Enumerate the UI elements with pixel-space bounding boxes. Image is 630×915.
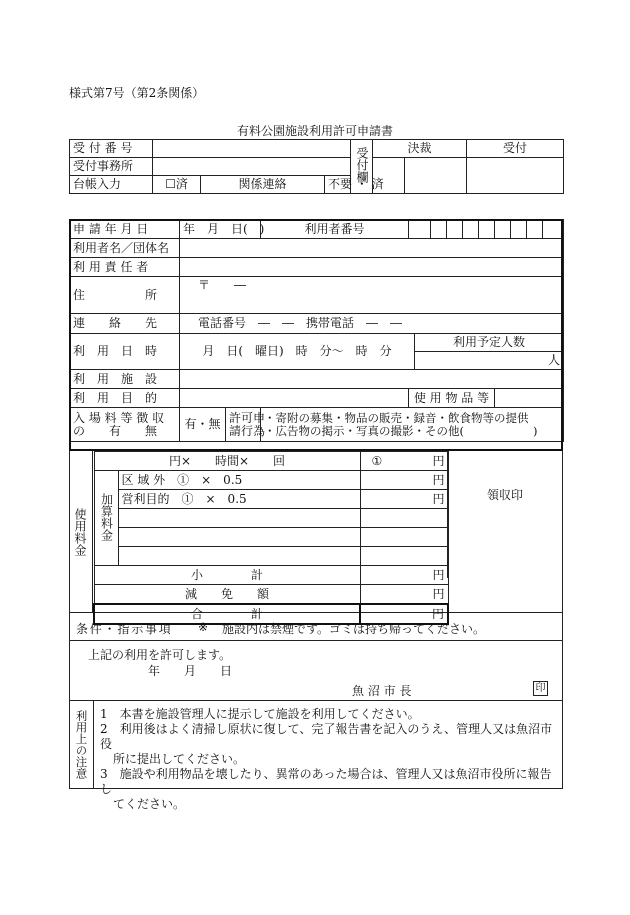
permit-text: 上記の利用を許可します。 — [88, 648, 232, 662]
items-used-label: 使 用 物 品 等 — [409, 389, 495, 408]
subtotal-amount[interactable]: 円 — [360, 566, 448, 585]
note-item: 所に提出してください。 — [113, 752, 246, 766]
address-label: 住 所 — [70, 277, 180, 314]
user-number-digit[interactable] — [463, 220, 479, 239]
facility-field[interactable] — [180, 370, 564, 389]
related-contact-label: 関係連絡 — [201, 176, 325, 194]
note-item: てください。 — [113, 797, 186, 811]
outside-area-amount[interactable]: 円 — [360, 471, 448, 490]
facility-label: 利 用 施 設 — [70, 370, 180, 389]
usage-notes — [69, 701, 563, 811]
user-number-digit[interactable] — [447, 220, 463, 239]
reception-number-label: 受 付 番 号 — [70, 140, 153, 158]
address-field[interactable] — [180, 277, 564, 314]
subtotal-label: 小 計 — [94, 566, 360, 585]
surcharge-label: 加算料金 — [94, 471, 118, 566]
fee-table — [93, 451, 449, 625]
mayor-seal: 印 — [533, 681, 548, 696]
reduction-amount[interactable]: 円 — [360, 585, 448, 605]
reception-label: 受付 — [467, 140, 564, 158]
not-needed-option[interactable]: 不要 ・ 済 — [325, 176, 351, 194]
note-item: 3 施設や利用物品を壊したり、異常のあった場合は、管理人又は魚沼市役所に報告し — [100, 767, 552, 796]
surcharge-blank-amount[interactable] — [360, 509, 448, 528]
expected-people-field[interactable] — [415, 352, 564, 370]
conditions-mark: ※ — [198, 620, 209, 634]
fee-vertical-label: 使用料金 — [69, 451, 93, 613]
surcharge-blank-row[interactable] — [118, 528, 360, 547]
user-name-label: 利用者名／団体名 — [70, 239, 180, 258]
note-item: 2 利用後はよく清掃し原状に復して、完了報告書を記入のうえ、管理人又は魚沼市役 — [100, 722, 553, 751]
surcharge-blank-amount[interactable] — [360, 528, 448, 547]
user-number-label: 利用者番号 — [261, 220, 409, 239]
permit-section — [69, 641, 563, 701]
responsible-label: 利 用 責 任 者 — [70, 258, 180, 277]
reception-table — [69, 139, 564, 194]
reception-column-label: 受付欄 — [351, 140, 373, 194]
base-fee-row[interactable]: 円× 時間× 回 — [94, 452, 360, 471]
use-datetime-field[interactable]: 月 日( 曜日) 時 分～ 時 分 — [180, 334, 415, 370]
expected-people-label: 利用予定人数 — [415, 334, 564, 352]
application-table — [69, 219, 564, 442]
permit-date[interactable]: 年 月 日 — [148, 664, 233, 678]
mayor-title: 魚 沼 市 長 — [352, 684, 412, 698]
notes-list — [100, 707, 562, 812]
responsible-field[interactable] — [180, 258, 564, 277]
reception-number-field[interactable] — [153, 140, 351, 158]
conditions-label: 条件・指示事項 — [76, 622, 173, 636]
form-number: 様式第7号（第2条関係） — [69, 86, 205, 100]
surcharge-blank-row[interactable] — [118, 509, 360, 528]
purpose-label: 利 用 目 的 — [70, 389, 180, 408]
outside-area-row[interactable]: 区 域 外 ① × 0.5 — [118, 471, 360, 490]
user-number-digit[interactable] — [527, 220, 543, 239]
receipt-seal-label: 領収印 — [486, 488, 523, 502]
people-unit: 人 — [547, 353, 560, 367]
base-fee-amount[interactable]: ① 円 — [360, 452, 448, 471]
use-datetime-label: 利 用 日 時 — [70, 334, 180, 370]
postal-code: 〒 ― — [198, 278, 247, 292]
conditions-text: 施設内は禁煙です。ゴミは持ち帰ってください。 — [222, 622, 486, 636]
reception-stamp-cell[interactable] — [467, 158, 564, 194]
items-used-field[interactable] — [495, 389, 564, 408]
user-number-digit[interactable] — [409, 220, 431, 239]
total-amount[interactable]: 円 — [360, 604, 448, 624]
admission-yes-no[interactable]: 有・無 — [180, 408, 226, 442]
surcharge-blank-row[interactable] — [118, 547, 360, 566]
purpose-field[interactable] — [180, 389, 409, 408]
contact-label: 連 絡 先 — [70, 314, 180, 334]
user-number-digit[interactable] — [431, 220, 447, 239]
reduction-label: 減 免 額 — [94, 585, 360, 605]
reception-office-label: 受付事務所 — [70, 158, 153, 176]
user-number-digit[interactable] — [479, 220, 495, 239]
reception-office-field[interactable] — [153, 158, 351, 176]
user-number-digit[interactable] — [543, 220, 564, 239]
user-number-digit[interactable] — [511, 220, 527, 239]
note-item: 1 本書を施設管理人に提示して施設を利用してください。 — [100, 707, 420, 721]
application-date-label: 申 請 年 月 日 — [70, 220, 180, 239]
contact-field[interactable]: 電話番号 ― ― 携帯電話 ― ― — [180, 314, 564, 334]
application-date-field[interactable]: 年 月 日( ) — [180, 220, 261, 239]
ledger-checkbox[interactable]: ☐済 — [153, 176, 201, 194]
commercial-row[interactable]: 営利目的 ① × 0.5 — [118, 490, 360, 509]
permit-request-label: 許可申 請行為 — [226, 408, 261, 442]
total-label: 合 計 — [94, 604, 360, 624]
admission-label: 入 場 料 等 徴 収 の 有 無 — [70, 408, 180, 442]
approval-cell-2[interactable] — [405, 158, 467, 194]
user-name-field[interactable] — [180, 239, 564, 258]
user-number-digit[interactable] — [495, 220, 511, 239]
approval-label: 決裁 — [373, 140, 467, 158]
permit-activities[interactable]: ・寄附の募集・物品の販売・録音・飲食物等の提供 ・広告物の掲示・写真の撮影・その他( ) — [261, 408, 564, 442]
conditions-row — [69, 613, 563, 641]
notes-vertical-label: 利用上の注意 — [70, 701, 94, 788]
surcharge-blank-amount[interactable] — [360, 547, 448, 566]
commercial-amount[interactable]: 円 — [360, 490, 448, 509]
ledger-input-label: 台帳入力 — [70, 176, 153, 194]
document-title: 有料公園施設利用許可申請書 — [236, 124, 393, 138]
receipt-seal-area[interactable] — [447, 451, 562, 578]
